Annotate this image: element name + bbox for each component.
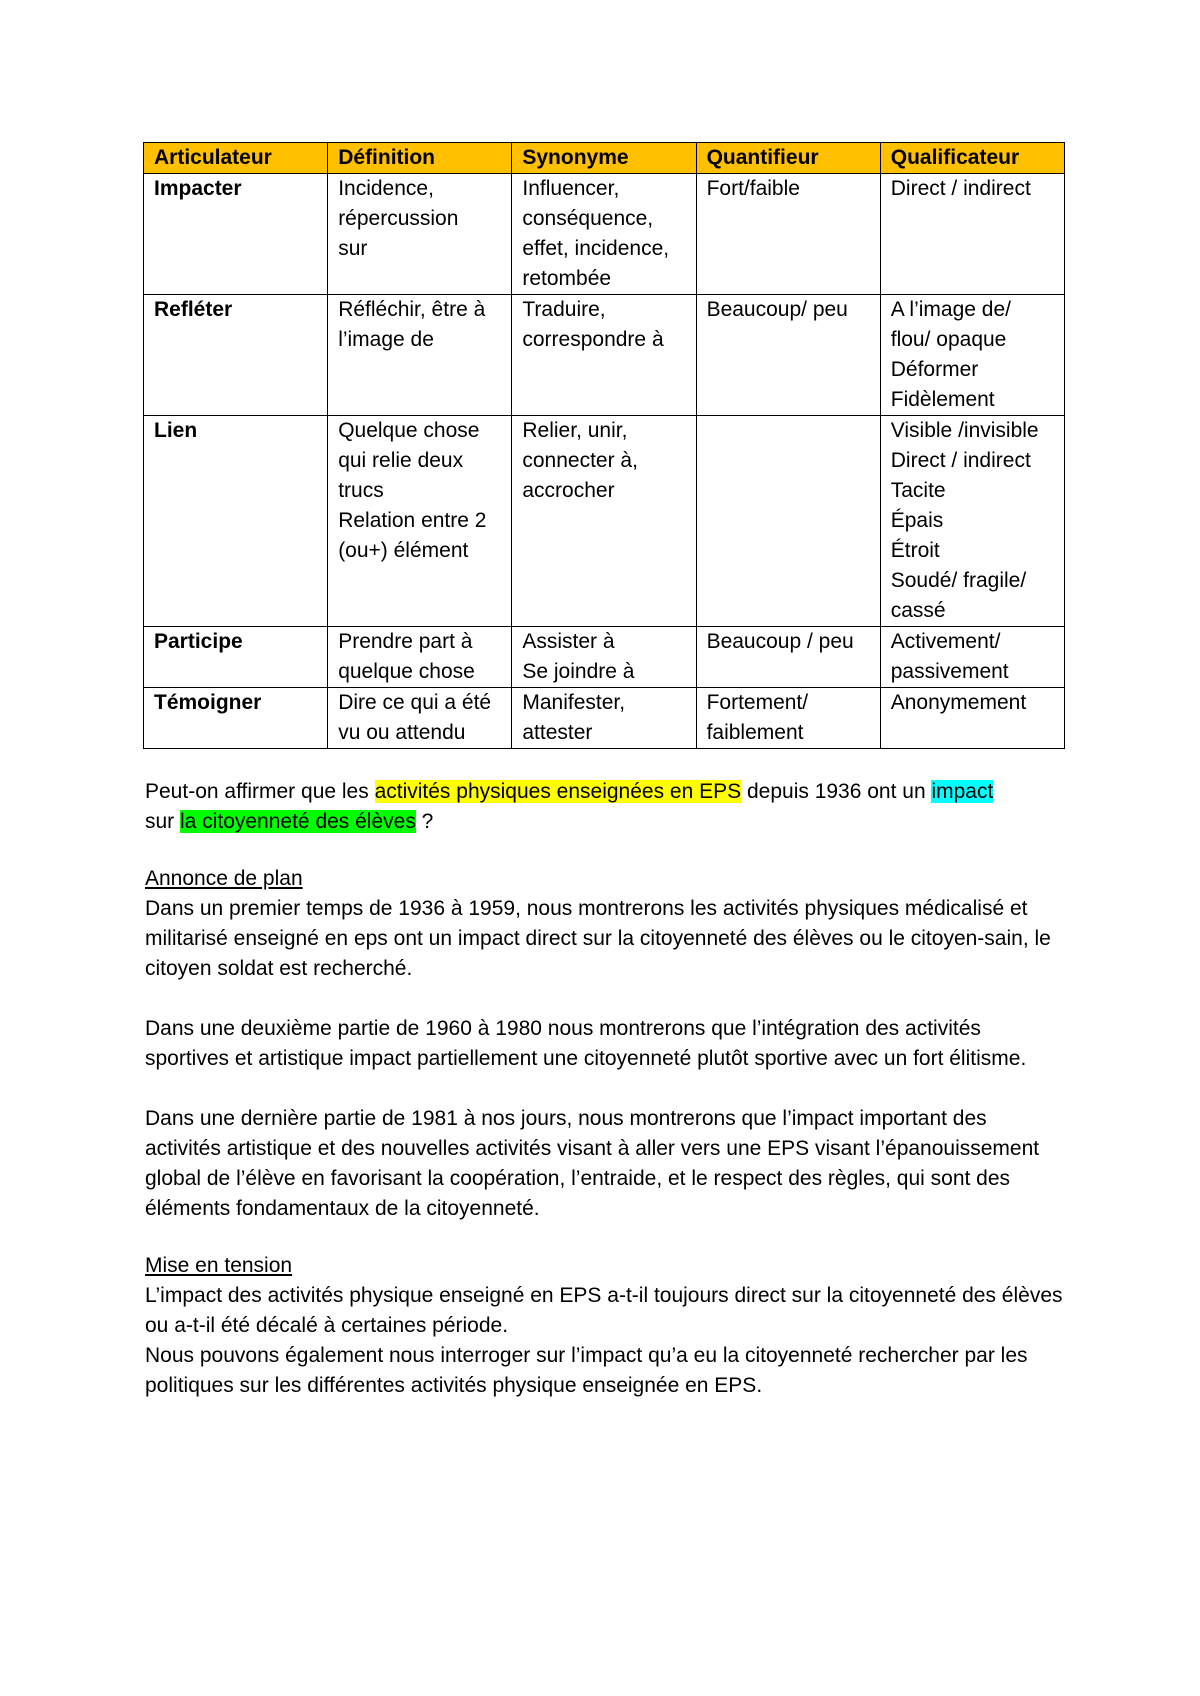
row-term: Refléter (144, 295, 328, 416)
tension-paragraph-1: L’impact des activités physique enseigné en EPS a-t-il toujours direct sur la citoyenneté des élèves ou a-t-il été décalé à certaines période. (145, 1284, 1063, 1337)
table-row (144, 627, 1065, 688)
question-part1: Peut-on affirmer que les (145, 780, 375, 803)
question-highlight-impact: impact (931, 780, 994, 803)
row-synonym: Manifester, attester (512, 688, 696, 749)
row-qualifier: Anonymement (880, 688, 1064, 749)
row-term: Lien (144, 416, 328, 627)
row-term: Impacter (144, 174, 328, 295)
plan-paragraph-2: Dans une deuxième partie de 1960 à 1980 nous montrerons que l’intégration des activités sportives et artistique impact partiellement une citoyenneté plutôt sportive avec un fort élitisme. (145, 1017, 1027, 1070)
question-highlight-activities: activités physiques enseignées en EPS (374, 780, 742, 803)
row-term: Témoigner (144, 688, 328, 749)
table-row (144, 416, 1065, 627)
row-synonym: Traduire, correspondre à (512, 295, 696, 416)
question-part3: sur (145, 810, 181, 833)
row-definition: Réfléchir, être à l’image de (328, 295, 512, 416)
question-part4: ? (415, 810, 434, 833)
question-highlight-citizenship: la citoyenneté des élèves (180, 810, 416, 833)
table-row (144, 688, 1065, 749)
document-body (145, 777, 1065, 1401)
header-quantifieur: Quantifieur (696, 143, 880, 174)
plan-paragraph-1: Dans un premier temps de 1936 à 1959, nous montrerons les activités physiques médicalisé et militarisé enseigné en eps ont un impact direct sur la citoyenneté des élèves ou le citoyen-sain, le citoyen soldat est recherché. (145, 897, 1051, 980)
table-row (144, 295, 1065, 416)
row-term: Participe (144, 627, 328, 688)
row-definition: Incidence, répercussion sur (328, 174, 512, 295)
plan-heading: Annonce de plan (145, 867, 303, 890)
row-quantifier (696, 416, 880, 627)
row-synonym: Assister à Se joindre à (512, 627, 696, 688)
row-definition: Quelque chose qui relie deux trucs Relation entre 2 (ou+) élément (328, 416, 512, 627)
row-quantifier: Fortement/ faiblement (696, 688, 880, 749)
tension-heading: Mise en tension (145, 1254, 293, 1277)
header-articulateur: Articulateur (144, 143, 328, 174)
table-row (144, 174, 1065, 295)
row-quantifier: Fort/faible (696, 174, 880, 295)
question-part2: depuis 1936 ont un (741, 780, 932, 803)
header-synonyme: Synonyme (512, 143, 696, 174)
row-qualifier: Direct / indirect (880, 174, 1064, 295)
row-qualifier: Activement/ passivement (880, 627, 1064, 688)
row-quantifier: Beaucoup / peu (696, 627, 880, 688)
row-synonym: Influencer, conséquence, effet, incidence, retombée (512, 174, 696, 295)
header-definition: Définition (328, 143, 512, 174)
row-qualifier: A l’image de/ flou/ opaque Déformer Fidèlement (880, 295, 1064, 416)
row-definition: Prendre part à quelque chose (328, 627, 512, 688)
row-qualifier: Visible /invisible Direct / indirect Tacite Épais Étroit Soudé/ fragile/ cassé (880, 416, 1064, 627)
articulator-table (143, 142, 1065, 749)
row-synonym: Relier, unir, connecter à, accrocher (512, 416, 696, 627)
plan-paragraph-3: Dans une dernière partie de 1981 à nos jours, nous montrerons que l’impact important des activités artistique et des nouvelles activités visant à aller vers une EPS visant l’épanouissement global de l’élève en favorisant la coopération, l’entraide, et le respect des règles, qui sont des éléments fondamentaux de la citoyenneté. (145, 1107, 1040, 1220)
table-header-row (144, 143, 1065, 174)
header-qualificateur: Qualificateur (880, 143, 1064, 174)
row-quantifier: Beaucoup/ peu (696, 295, 880, 416)
tension-paragraph-2: Nous pouvons également nous interroger sur l’impact qu’a eu la citoyenneté rechercher par les politiques sur les différentes activités physique enseignée en EPS. (145, 1344, 1028, 1397)
research-question (145, 777, 1065, 837)
row-definition: Dire ce qui a été vu ou attendu (328, 688, 512, 749)
